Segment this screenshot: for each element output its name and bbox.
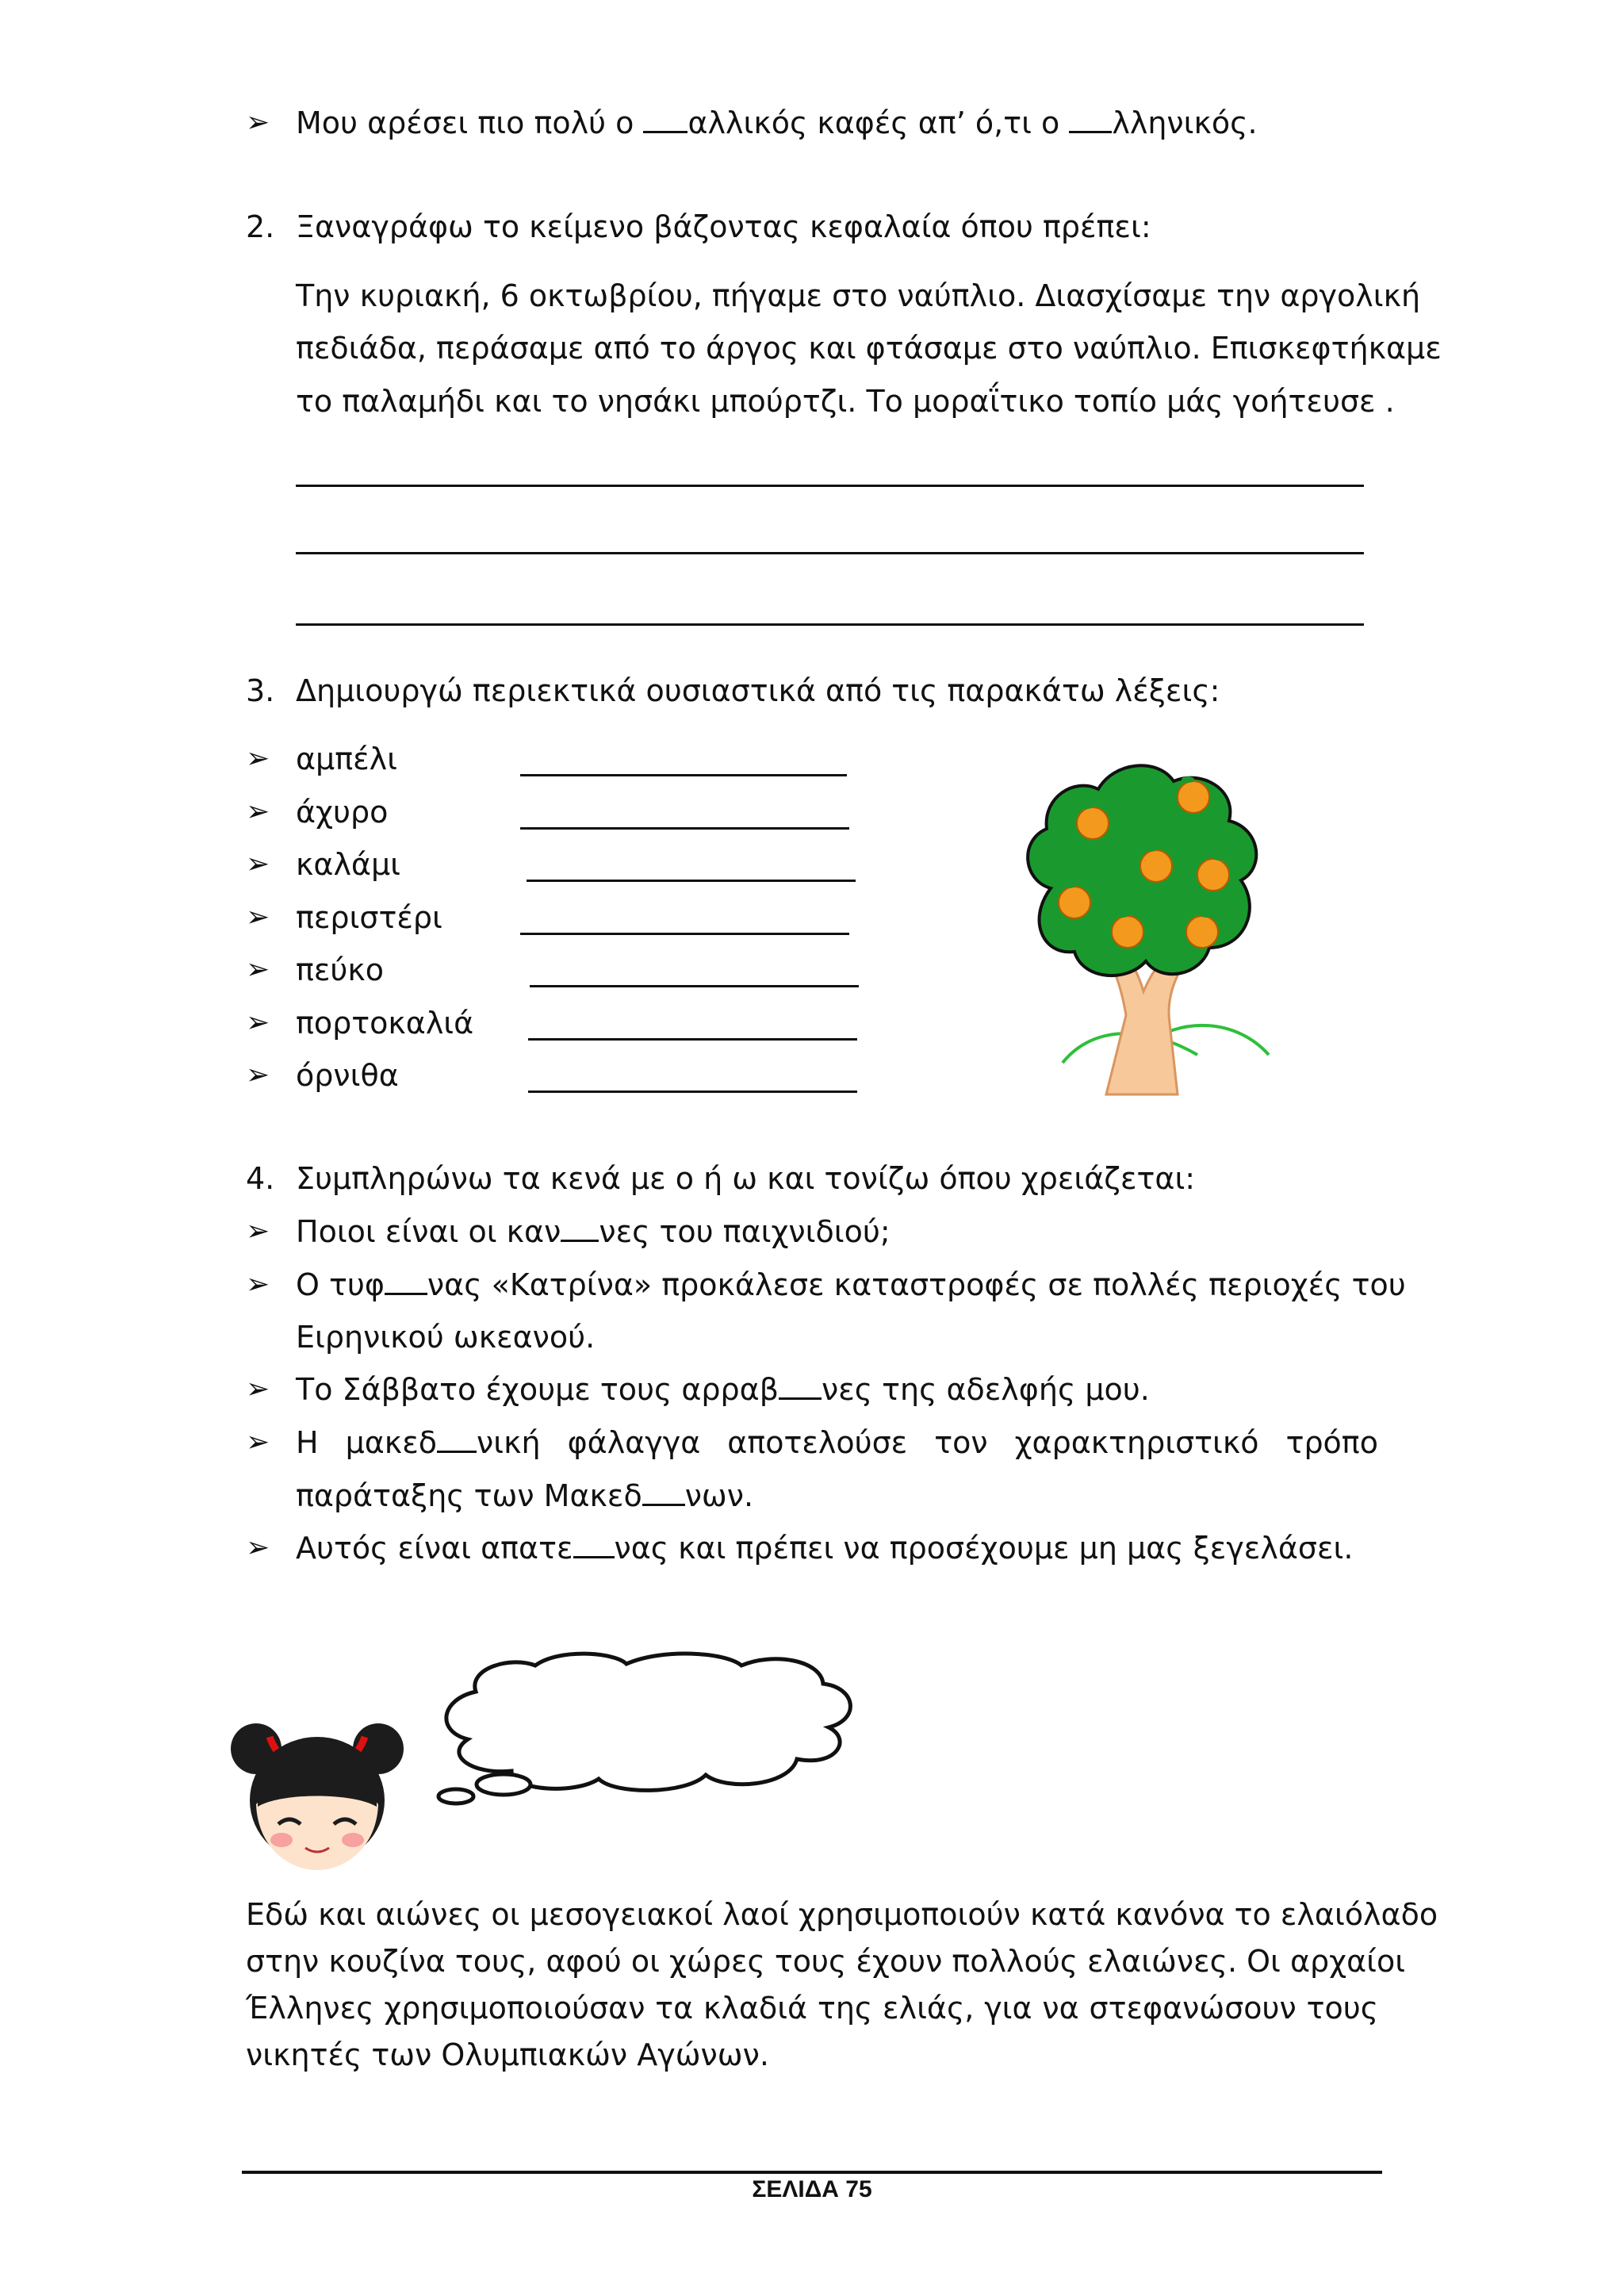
q4-sentence-2: Ο τυφ νας «Κατρίνα» προκάλεσε καταστροφές σε πολλές περιοχές του bbox=[296, 1267, 1406, 1302]
q4-sentence-2-continued: Ειρηνικού ωκεανού. bbox=[296, 1320, 596, 1355]
page-number: ΣΕΛΙΔΑ 75 bbox=[752, 2176, 872, 2202]
arrow-bullet-icon: ➢ bbox=[246, 106, 270, 139]
girl-face-illustration bbox=[226, 1713, 408, 1872]
word-answer-line[interactable] bbox=[530, 985, 859, 987]
word-answer-line[interactable] bbox=[528, 1038, 857, 1041]
q4-sentence-5: Αυτός είναι απατε νας και πρέπει να προσέχουμε μη μας ξεγελάσει. bbox=[296, 1531, 1354, 1566]
arrow-bullet-icon: ➢ bbox=[246, 742, 270, 775]
arrow-bullet-icon: ➢ bbox=[246, 1426, 270, 1458]
arrow-bullet-icon: ➢ bbox=[246, 953, 270, 986]
arrow-bullet-icon: ➢ bbox=[246, 1059, 270, 1091]
arrow-bullet-icon: ➢ bbox=[246, 1006, 270, 1039]
word-answer-line[interactable] bbox=[520, 827, 849, 830]
question-3-title: Δημιουργώ περιεκτικά ουσιαστικά από τις παρακάτω λέξεις: bbox=[296, 673, 1220, 708]
info-paragraph-line: Εδώ και αιώνες οι μεσογειακοί λαοί χρησιμοποιούν κατά κανόνα το ελαιόλαδο bbox=[246, 1897, 1438, 1932]
top-bullet-part1: Μου αρέσει πιο πολύ ο bbox=[296, 105, 644, 140]
q4-sentence-4: Η μακεδ νική φάλαγγα αποτελούσε τον χαρακτηριστικό τρόπο bbox=[296, 1425, 1378, 1460]
fill-blank[interactable] bbox=[573, 1556, 615, 1558]
word-answer-line[interactable] bbox=[528, 1091, 857, 1093]
word-item: καλάμι bbox=[296, 847, 401, 882]
fill-blank[interactable] bbox=[1069, 131, 1112, 133]
orange-tree-illustration bbox=[1007, 753, 1285, 1110]
arrow-bullet-icon: ➢ bbox=[246, 901, 270, 933]
answer-line-1[interactable] bbox=[296, 485, 1364, 487]
fill-blank[interactable] bbox=[561, 1240, 599, 1242]
word-answer-line[interactable] bbox=[520, 774, 847, 776]
word-item: πεύκο bbox=[296, 953, 385, 987]
answer-line-2[interactable] bbox=[296, 552, 1364, 554]
arrow-bullet-icon: ➢ bbox=[246, 848, 270, 880]
arrow-bullet-icon: ➢ bbox=[246, 1373, 270, 1405]
fill-blank[interactable] bbox=[437, 1451, 477, 1453]
top-bullet-part2: αλλικός καφές απ’ ό,τι ο bbox=[688, 105, 1070, 140]
fill-blank[interactable] bbox=[643, 131, 688, 133]
q4-sentence-3: Το Σάββατο έχουμε τους αρραβ νες της αδελφής μου. bbox=[296, 1372, 1150, 1407]
question-2-number: 2. bbox=[246, 209, 275, 244]
arrow-bullet-icon: ➢ bbox=[246, 1531, 270, 1564]
top-bullet-part3: λληνικός. bbox=[1112, 105, 1258, 140]
question-2-title: Ξαναγράφω το κείμενο βάζοντας κεφαλαία όπου πρέπει: bbox=[296, 209, 1151, 244]
word-item: περιστέρι bbox=[296, 900, 442, 935]
question-2-text-line-2: πεδιάδα, περάσαμε από το άργος και φτάσαμε στο ναύπλιο. Επισκεφτήκαμε bbox=[296, 331, 1442, 366]
word-item: αμπέλι bbox=[296, 742, 397, 776]
info-paragraph bbox=[246, 1892, 1438, 2079]
info-paragraph-line: Έλληνες χρησιμοποιούσαν τα κλαδιά της ελιάς, για να στεφανώσουν τους bbox=[246, 1991, 1378, 2026]
question-2-text-line-1: Την κυριακή, 6 οκτωβρίου, πήγαμε στο ναύπλιο. Διασχίσαμε την αργολική bbox=[296, 278, 1421, 313]
question-4-title: Συμπληρώνω τα κενά με ο ή ω και τονίζω όπου χρειάζεται: bbox=[296, 1161, 1196, 1196]
q4-sentence-4-continued: παράταξης των Μακεδ νων. bbox=[296, 1478, 754, 1513]
word-item: όρνιθα bbox=[296, 1058, 399, 1093]
question-2-text-line-3: το παλαμήδι και το νησάκι μπούρτζι. Το μοραΐτικο τοπίο μάς γοήτευσε . bbox=[296, 384, 1395, 419]
arrow-bullet-icon: ➢ bbox=[246, 1215, 270, 1248]
word-answer-line[interactable] bbox=[527, 880, 856, 882]
q4-sentence-1: Ποιοι είναι οι καν νες του παιχνιδιού; bbox=[296, 1214, 891, 1249]
fill-blank[interactable] bbox=[779, 1397, 822, 1400]
info-paragraph-line: στην κουζίνα τους, αφού οι χώρες τους έχουν πολλούς ελαιώνες. Οι αρχαίοι bbox=[246, 1944, 1406, 1979]
info-paragraph-line: νικητές των Ολυμπιακών Αγώνων. bbox=[246, 2037, 769, 2072]
top-bullet-sentence bbox=[296, 97, 1258, 149]
question-4-number: 4. bbox=[246, 1161, 275, 1196]
word-answer-line[interactable] bbox=[520, 933, 849, 935]
word-item: άχυρο bbox=[296, 795, 389, 830]
word-item: πορτοκαλιά bbox=[296, 1006, 474, 1041]
fill-blank[interactable] bbox=[385, 1293, 427, 1295]
fill-blank[interactable] bbox=[642, 1504, 685, 1506]
arrow-bullet-icon: ➢ bbox=[246, 1268, 270, 1301]
answer-line-3[interactable] bbox=[296, 623, 1364, 626]
question-3-number: 3. bbox=[246, 673, 275, 708]
arrow-bullet-icon: ➢ bbox=[246, 795, 270, 828]
thought-bubble bbox=[424, 1648, 876, 1807]
